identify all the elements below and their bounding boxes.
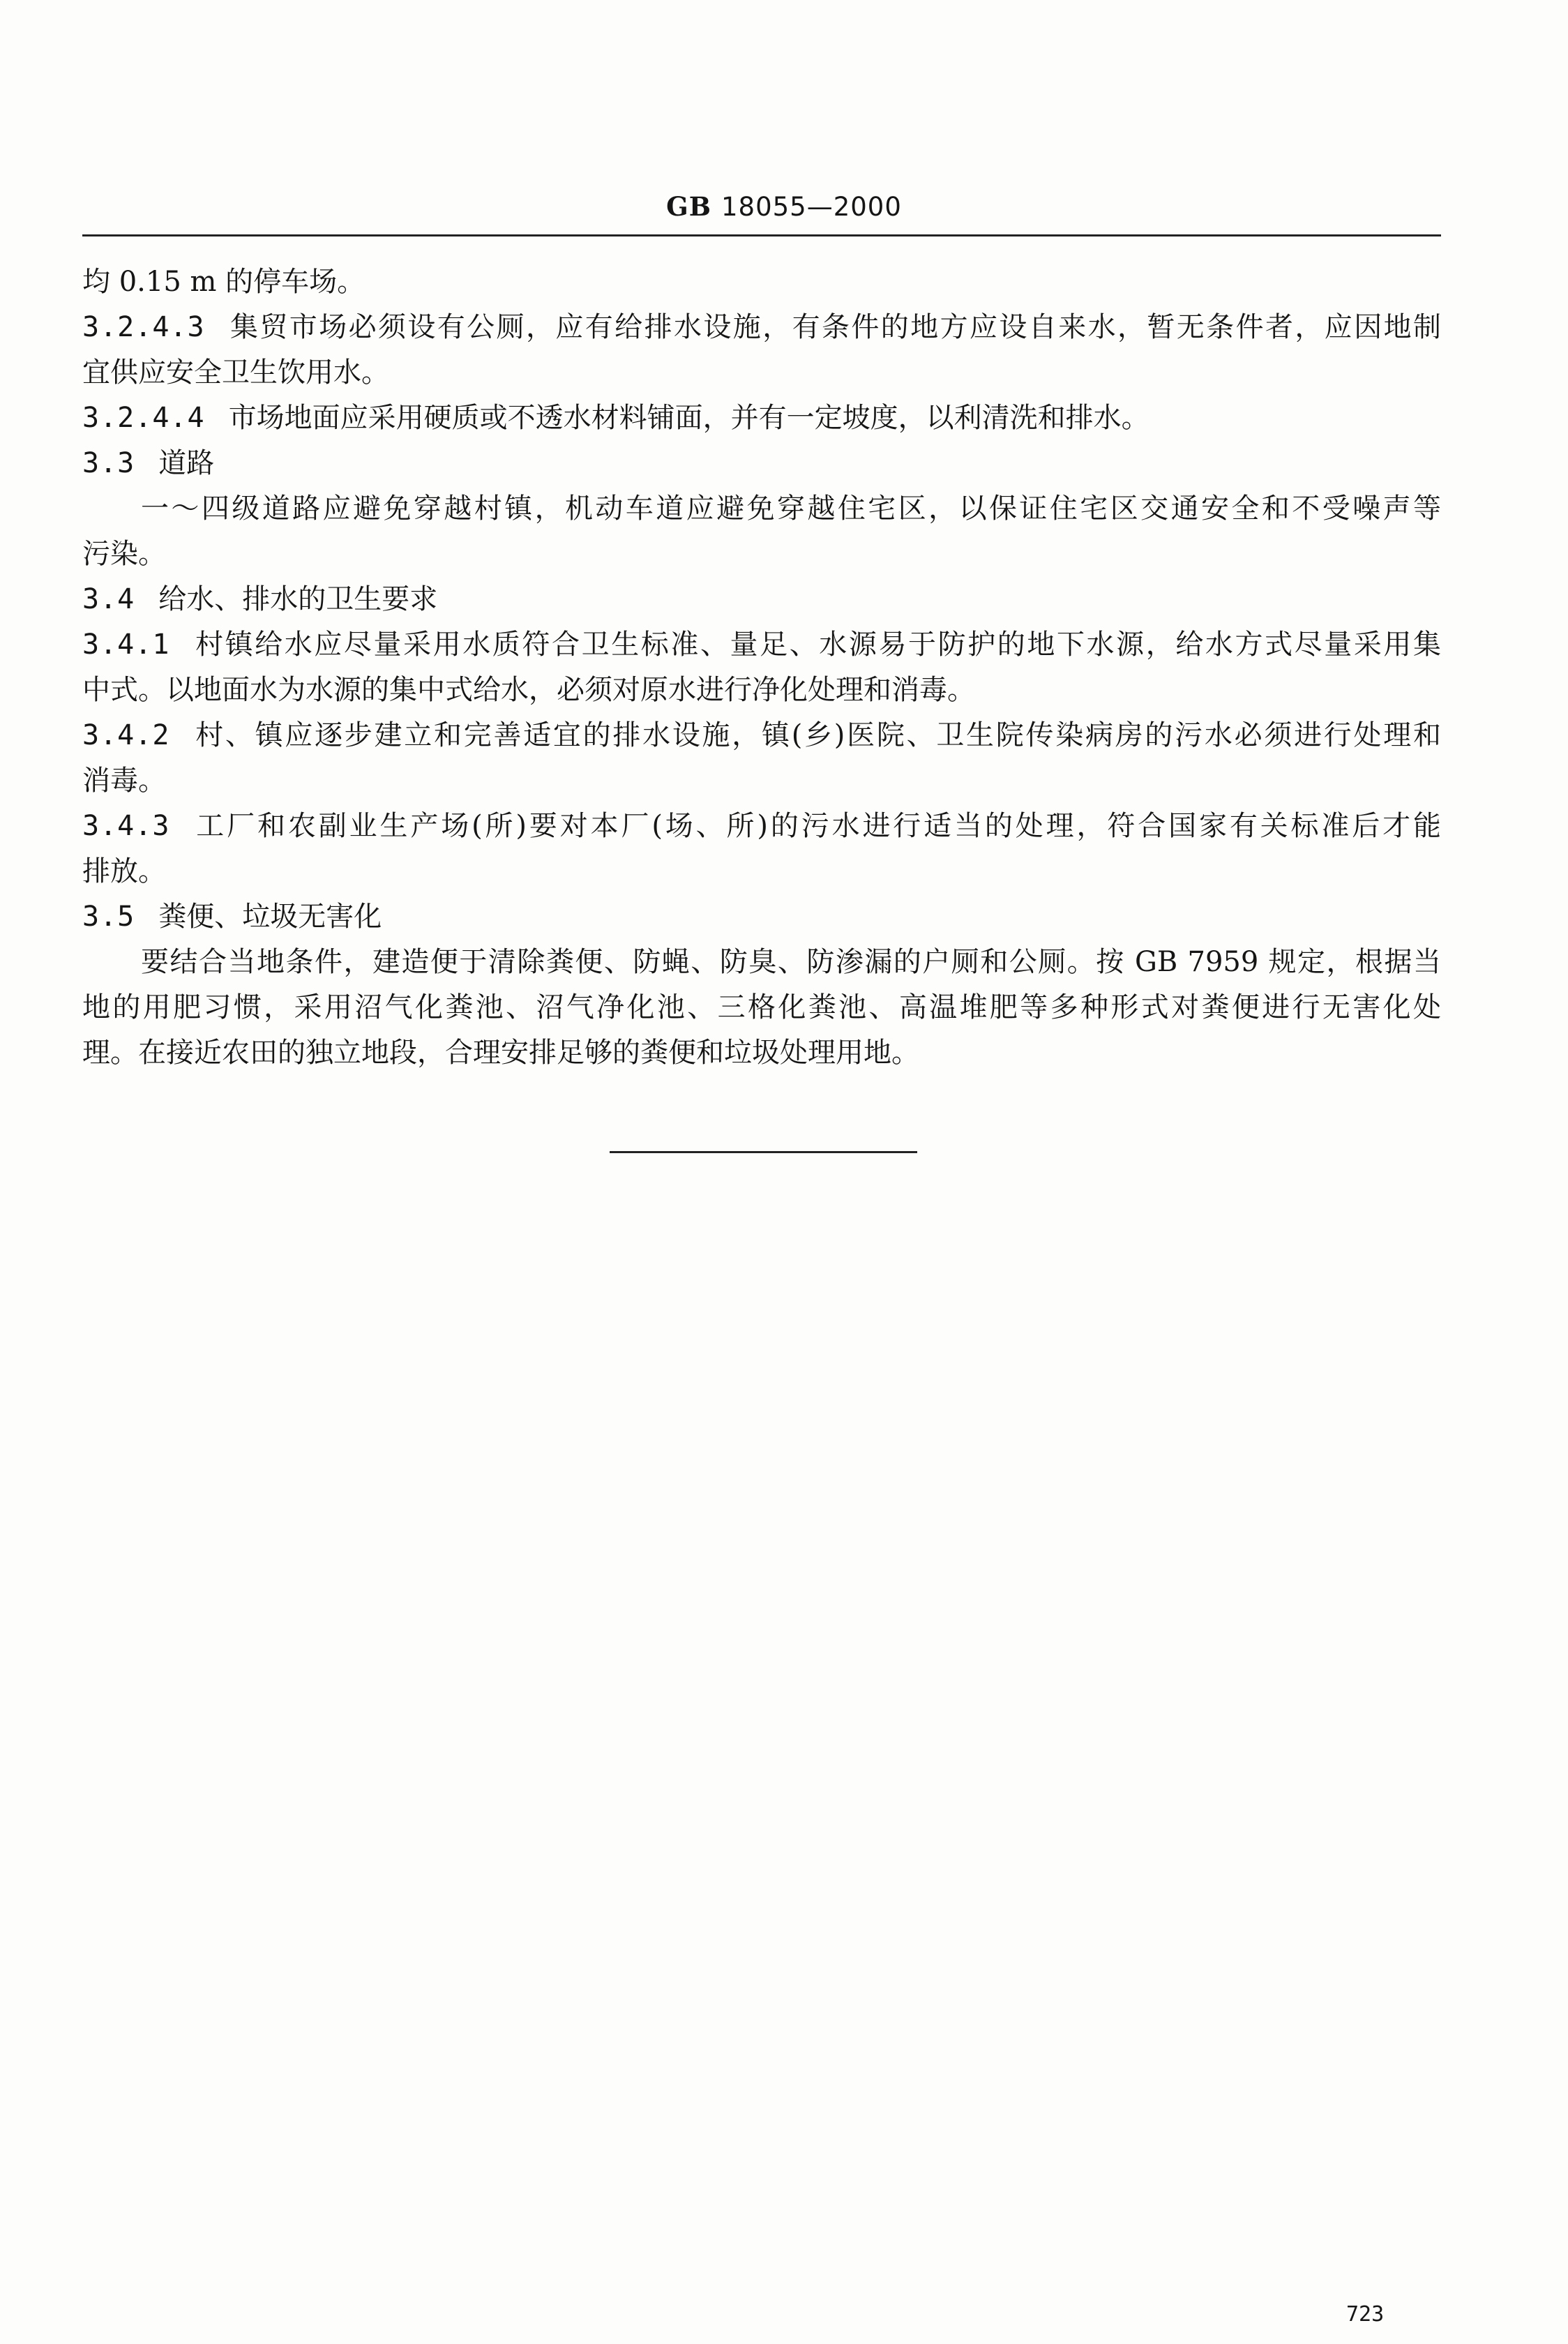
section-title: 道路: [158, 447, 215, 479]
section-3-3-heading: [82, 441, 1441, 486]
continuation-line: [82, 758, 1441, 804]
clause-number: 3.2.4.3: [82, 311, 205, 343]
section-3-4-heading: [82, 577, 1441, 622]
line-text: 集贸市场必须设有公厕，应有给排水设施，有条件的地方应设自来水，暂无条件者，应因地制: [228, 311, 1441, 343]
standard-code: 18055—2000: [721, 192, 902, 222]
section-number: 3.3: [82, 447, 135, 479]
clause-number: 3.4.2: [82, 719, 170, 751]
standard-prefix: GB: [666, 191, 711, 222]
line-text: 工厂和农副业生产场(所)要对本厂(场、所)的污水进行适当的处理，符合国家有关标准后才能: [193, 810, 1441, 842]
continuation-line: [82, 532, 1441, 577]
section-3-5-heading: [82, 894, 1441, 940]
line-text: 村镇给水应尽量采用水质符合卫生标准、量足、水源易于防护的地下水源，给水方式尽量采用集: [193, 629, 1441, 661]
line-text: 理。在接近农田的独立地段，合理安排足够的粪便和垃圾处理用地。: [82, 1037, 919, 1069]
page-number: 723: [1346, 2302, 1385, 2327]
line-text: 消毒。: [82, 765, 166, 797]
page-header: [0, 190, 1568, 224]
continuation-line: [82, 849, 1441, 894]
header-rule: [82, 234, 1441, 236]
clause-number: 3.4.3: [82, 810, 170, 842]
line-text: 一～四级道路应避免穿越村镇，机动车道应避免穿越住宅区，以保证住宅区交通安全和不受噪声等: [141, 493, 1441, 525]
line-text: 中式。以地面水为水源的集中式给水，必须对原水进行净化处理和消毒。: [82, 674, 975, 706]
line-text: 市场地面应采用硬质或不透水材料铺面，并有一定坡度，以利清洗和排水。: [228, 402, 1149, 434]
line-text: 排放。: [82, 855, 166, 887]
paragraph-line: [82, 486, 1441, 532]
line-text: 要结合当地条件，建造便于清除粪便、防蝇、防臭、防渗漏的户厕和公厕。按 GB 7959 规定，根据当: [141, 946, 1441, 978]
clause-3-2-4-3-line: [82, 305, 1441, 350]
end-of-document-rule: [610, 1151, 917, 1153]
continuation-line: [82, 350, 1441, 396]
clause-number: 3.4.1: [82, 629, 170, 661]
line-text: 宜供应安全卫生饮用水。: [82, 356, 389, 389]
clause-3-4-2-line: [82, 713, 1441, 758]
clause-3-2-4-4-line: [82, 396, 1441, 441]
clause-3-4-1-line: [82, 622, 1441, 668]
document-body: [82, 260, 1441, 1076]
line-text: 村、镇应逐步建立和完善适宜的排水设施，镇(乡)医院、卫生院传染病房的污水必须进行处理和: [193, 719, 1441, 751]
clause-3-4-3-line: [82, 804, 1441, 849]
line-text: 地的用肥习惯，采用沼气化粪池、沼气净化池、三格化粪池、高温堆肥等多种形式对粪便进行无害化处: [82, 991, 1441, 1023]
continuation-line: [82, 1030, 1441, 1076]
line-text: 均 0.15 m 的停车场。: [82, 266, 365, 298]
section-title: 粪便、垃圾无害化: [158, 901, 382, 933]
continuation-line: [82, 260, 1441, 305]
section-number: 3.5: [82, 901, 135, 933]
paragraph-line: [82, 940, 1441, 985]
clause-number: 3.2.4.4: [82, 402, 205, 434]
section-number: 3.4: [82, 583, 135, 615]
section-title: 给水、排水的卫生要求: [158, 583, 438, 615]
line-text: 污染。: [82, 538, 166, 570]
continuation-line: [82, 668, 1441, 713]
paragraph-line: [82, 985, 1441, 1030]
